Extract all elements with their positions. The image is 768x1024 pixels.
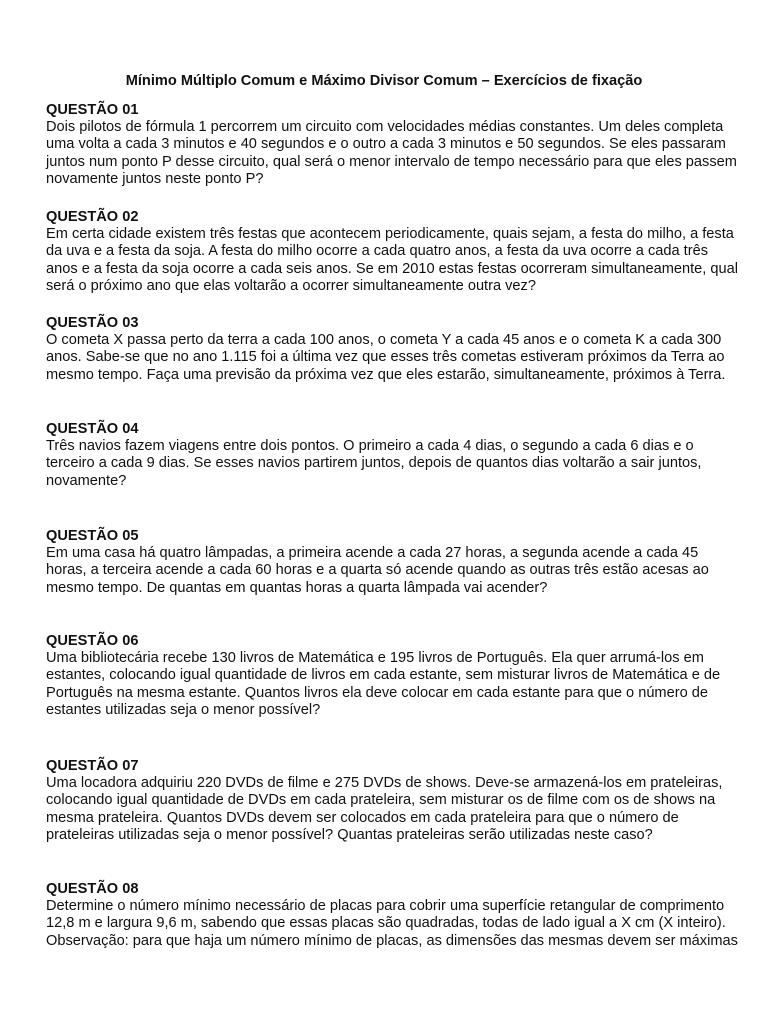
question-line: novamente juntos neste ponto P? [46, 171, 264, 188]
question-01 [46, 101, 736, 189]
question-07 [46, 757, 736, 845]
question-text [46, 650, 736, 720]
question-line: anos. Sabe-se que no ano 1.115 foi a última vez que esses três cometas estiveram próximos da Terra ao [46, 349, 725, 366]
question-02 [46, 208, 736, 296]
question-text [46, 898, 736, 950]
question-05 [46, 527, 736, 597]
question-heading: QUESTÃO 04 [46, 421, 139, 437]
question-heading: QUESTÃO 08 [46, 881, 139, 897]
question-line: mesma prateleira. Quantos DVDs devem ser colocados em cada prateleira para que o número de [46, 809, 679, 826]
question-text [46, 545, 736, 597]
question-line: novamente? [46, 472, 127, 489]
document-title: Mínimo Múltiplo Comum e Máximo Divisor Comum – Exercícios de fixação [125, 73, 643, 89]
question-heading: QUESTÃO 03 [46, 315, 139, 331]
question-line: Observação: para que haja um número mínimo de placas, as dimensões das mesmas devem ser máximas [46, 932, 738, 949]
question-heading: QUESTÃO 05 [46, 528, 139, 544]
question-text [46, 438, 736, 490]
question-line: da uva e a festa da soja. A festa do milho ocorre a cada quatro anos, a festa da uva ocorre a cada três [46, 243, 708, 260]
question-08 [46, 880, 736, 950]
question-06 [46, 632, 736, 720]
question-line: horas, a terceira acende a cada 60 horas e a quarta só acende quando as outras três estão acesas ao [46, 562, 709, 579]
question-line: Em certa cidade existem três festas que acontecem periodicamente, quais sejam, a festa do milho, a festa [46, 226, 734, 242]
question-line: Três navios fazem viagens entre dois pontos. O primeiro a cada 4 dias, o segundo a cada 6 dias e o [46, 438, 694, 454]
question-line: terceiro a cada 9 dias. Se esses navios partirem juntos, depois de quantos dias voltarão a sair juntos, [46, 455, 702, 472]
question-text [46, 332, 736, 384]
question-line: mesmo tempo. De quantas em quantas horas a quarta lâmpada vai acender? [46, 579, 548, 596]
question-line: mesmo tempo. Faça uma previsão da próxima vez que eles estarão, simultaneamente, próximos à Terra. [46, 366, 726, 383]
question-line: será o próximo ano que elas voltarão a ocorrer simultaneamente outra vez? [46, 278, 536, 295]
question-line: O cometa X passa perto da terra a cada 100 anos, o cometa Y a cada 45 anos e o cometa K a cada 300 [46, 332, 722, 348]
question-text [46, 226, 736, 296]
question-line: Uma locadora adquiriu 220 DVDs de filme e 275 DVDs de shows. Deve-se armazená-los em prateleiras, [46, 775, 723, 791]
question-line: juntos num ponto P desse circuito, qual será o menor intervalo de tempo necessário para que eles passem [46, 153, 737, 170]
question-heading: QUESTÃO 01 [46, 102, 139, 118]
question-line: 12,8 m e largura 9,6 m, sabendo que essas placas são quadradas, todas de lado igual a X cm (X inteiro). [46, 915, 726, 932]
question-line: prateleiras utilizadas seja o menor possível? Quantas prateleiras serão utilizadas neste caso? [46, 827, 653, 844]
question-text [46, 119, 736, 189]
question-line: estantes utilizadas seja o menor possível? [46, 702, 321, 719]
question-03 [46, 314, 736, 384]
question-line: Em uma casa há quatro lâmpadas, a primeira acende a cada 27 horas, a segunda acende a cada 45 [46, 545, 699, 561]
question-line: anos e a festa da soja ocorre a cada seis anos. Se em 2010 estas festas ocorreram simultaneamente, qual [46, 260, 738, 277]
question-line: estantes, colocando igual quantidade de livros em cada estante, sem misturar livros de Matemática e de [46, 667, 721, 684]
question-line: Dois pilotos de fórmula 1 percorrem um circuito com velocidades médias constantes. Um deles completa [46, 119, 724, 135]
question-line: uma volta a cada 3 minutos e 40 segundos e o outro a cada 3 minutos e 50 segundos. Se eles passaram [46, 136, 726, 153]
question-line: colocando igual quantidade de DVDs em cada prateleira, sem misturar os de filme com os de shows na [46, 792, 716, 809]
question-line: Uma bibliotecária recebe 130 livros de Matemática e 195 livros de Português. Ela quer arrumá-los em [46, 650, 704, 666]
question-heading: QUESTÃO 02 [46, 209, 139, 225]
question-text [46, 775, 736, 845]
question-heading: QUESTÃO 06 [46, 633, 139, 649]
question-line: Português na mesma estante. Quantos livros ela deve colocar em cada estante para que o número de [46, 684, 708, 701]
question-line: Determine o número mínimo necessário de placas para cobrir uma superfície retangular de comprimento [46, 898, 725, 914]
question-04 [46, 420, 736, 490]
question-heading: QUESTÃO 07 [46, 758, 139, 774]
